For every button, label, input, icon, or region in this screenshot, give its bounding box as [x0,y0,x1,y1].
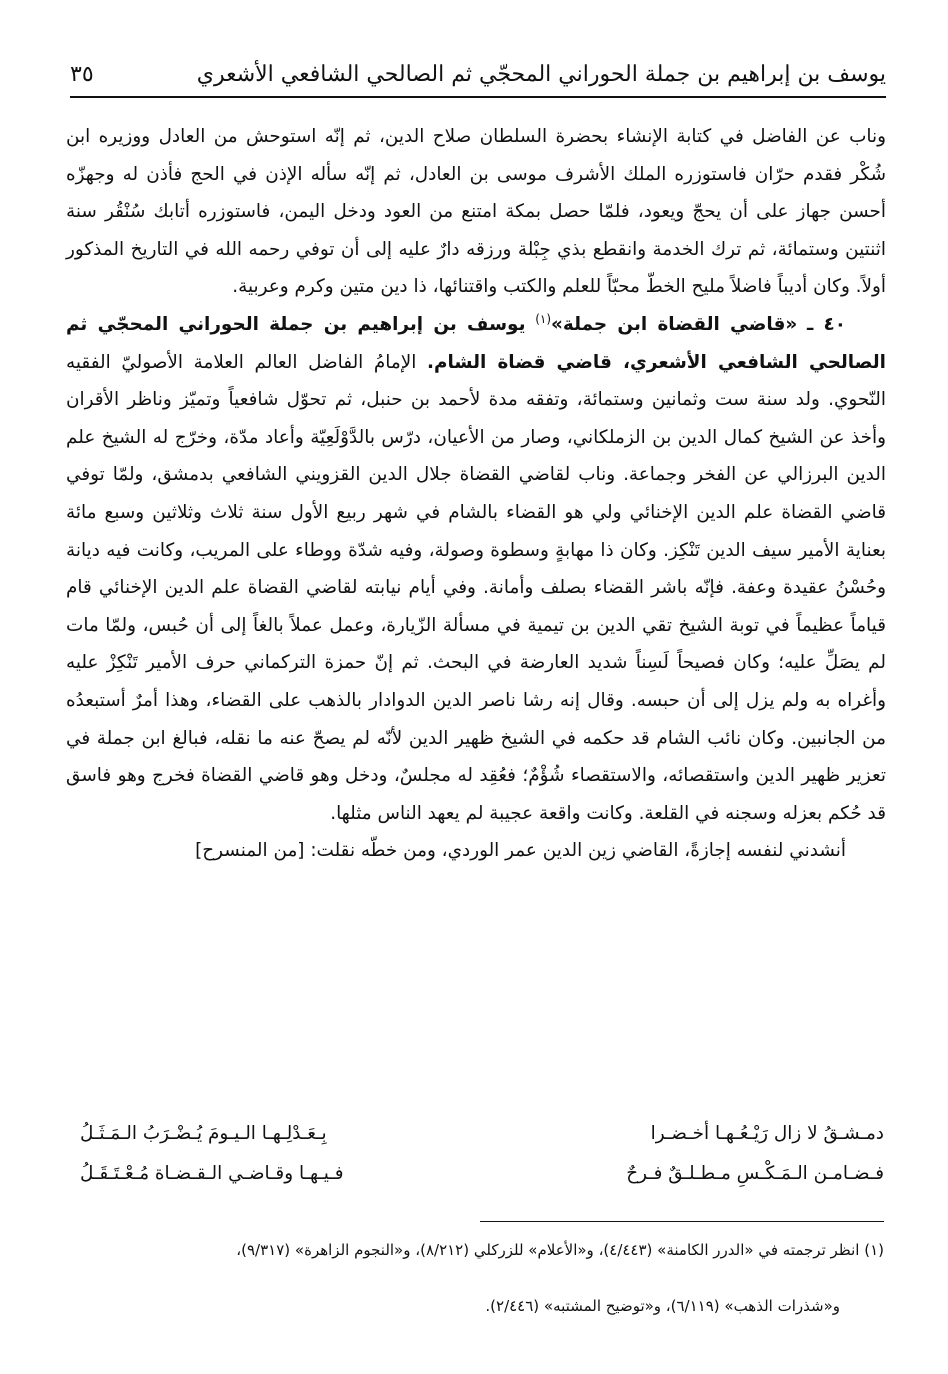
footnote-reference: (١) [535,311,552,326]
verse-2-second-hemistich: فـيـهـا وقـاضـي الـقـضـاة مُـعْـتَـقَـلُ [80,1163,344,1184]
entry-title: «قاضي القضاة ابن جملة» [551,313,798,335]
main-text [66,118,886,870]
poem-verse-1 [80,1114,884,1154]
verse-2-first-hemistich: فـضـامـن الـمَـكْـسِ مـطـلـقٌ فـرحٌ [626,1163,884,1184]
header-title: يوسف بن إبراهيم بن جملة الحوراني المحجّي ثم الصالحي الشافعي الأشعري [196,61,886,87]
verse-1-second-hemistich: بِـعَـدْلِـهـا الـيـومَ يُـضْـرَبُ الـمَـثَـلُ [80,1123,327,1144]
footnote-1-continuation: و«شذرات الذهب» (٦/١١٩)، و«توضيح المشتبه» (٢/٤٤٦). [485,1297,840,1315]
entry-name: يوسف بن إبراهيم بن جملة الحوراني المحجّي ثم الصالحي الشافعي الأشعري، قاضي قضاة الشام. [66,313,886,373]
entry-40 [66,306,886,832]
page-number: ٣٥ [70,61,94,87]
verse-1-first-hemistich: دمـشـقُ لا زال رَيْـعُـهـا أخـضـرا [650,1123,884,1144]
paragraph-2: الإمامُ الفاضل العالم العلامة الأصوليّ الفقيه النّحوي. ولد سنة ست وثمانين وستمائة، وتفقه مدة لأحمد بن حنبل، ثم تحوّل شافعياً وتميّز وناظر الأقران وأخذ عن الشيخ كمال الدين بن الزملكاني، وصار من الأعيان، درّس بالدَّوْلَعِيّة وأعاد مدّة، وخرّج له الشيخ علم الدين البرزالي عن الفخر وجماعة. وناب لقاضي القضاة جلال الدين القزويني الشافعي بدمشق، ولمّا توفي قاضي القضاة علم الدين الإخنائي ولي هو القضاء بالشام في شهر ربيع الأول سنة ثلاث وثلاثين وسبع مائة بعناية الأمير سيف الدين تَنْكِز. وكان ذا مهابةٍ وسطوة وصولة، وفيه شدّة ووطاء على المريب، وكانت فيه ديانة وحُسْنُ عقيدة وعفة. فإنّه باشر القضاء بصلف وأمانة. وفي أيام نيابته لقاضي القضاة علم الدين الإخنائي قام قياماً عظيماً في توبة الشيخ تقي الدين بن تيمية في مسألة الزّيارة، وعمل عملاً بالغاً إلى أن حُبس، ولمّا مات لم يصَلِّ عليه؛ وكان فصيحاً لَسِناً شديد العارضة في البحث. ثم إنّ حمزة التركماني حرف الأمير تَنْكِزْ عليه وأغراه به ولم يزل إلى أن حبسه. وقال إنه رشا ناصر الدين الدوادار بالذهب على القضاء، وهذا أمرٌ أستبعدُه من الجانبين. وكان نائب الشام قد حكمه في الشيخ ظهير الدين لأنّه لم يصحّ عنه ما نقله، فبالغ ابن جملة في تعزير ظهير الدين واستقصائه، والاستقصاء شُؤْمٌ؛ فعُقِد له مجلسٌ، ودخل وهو قاضي القضاة فخرج وهو فاسق قد حُكم بعزله وسجنه في القلعة. وكانت واقعة عجيبة لم يعهد الناس مثلها. [66,351,886,824]
poem-verse-2 [80,1154,884,1194]
footnote-divider [480,1221,884,1222]
paragraph-1: وناب عن الفاضل في كتابة الإنشاء بحضرة السلطان صلاح الدين، ثم إنّه استوحش من العادل ووزيره ابن شُكْر فقدم حرّان فاستوزره الملك الأشرف موسى بن العادل، ثم إنّه سأله الإذن في الحج فأذن له وجهزّه أحسن جهاز على أن يحجّ ويعود، فلمّا حصل بمكة امتنع من العود ودخل اليمن، فاستوزره أتابك سُنْقُر سنة اثنتين وستمائة، ثم ترك الخدمة وانقطع بذي جِبْلة ورزقه دارٌ عليه إلى أن توفي رحمه الله في التاريخ المذكور أولاً. وكان أديباً فاضلاً مليح الخطّ محبّاً للعلم والكتب واقتنائها، ذا دين متين وكرم وعربية. [66,126,886,298]
entry-number: ٤٠ ـ [806,313,846,335]
paragraph-3: أنشدني لنفسه إجازةً، القاضي زين الدين عمر الوردي، ومن خطّه نقلت: [من المنسرح] [195,840,846,862]
footnotes [66,1236,884,1320]
running-header [70,52,886,98]
poem [80,1114,884,1194]
footnote-1: (١) انظر ترجمته في «الدرر الكامنة» (٤/٤٤٣)، و«الأعلام» للزركلي (٨/٢١٢)، و«النجوم الزاهرة» (٩/٣١٧)، [236,1241,884,1259]
